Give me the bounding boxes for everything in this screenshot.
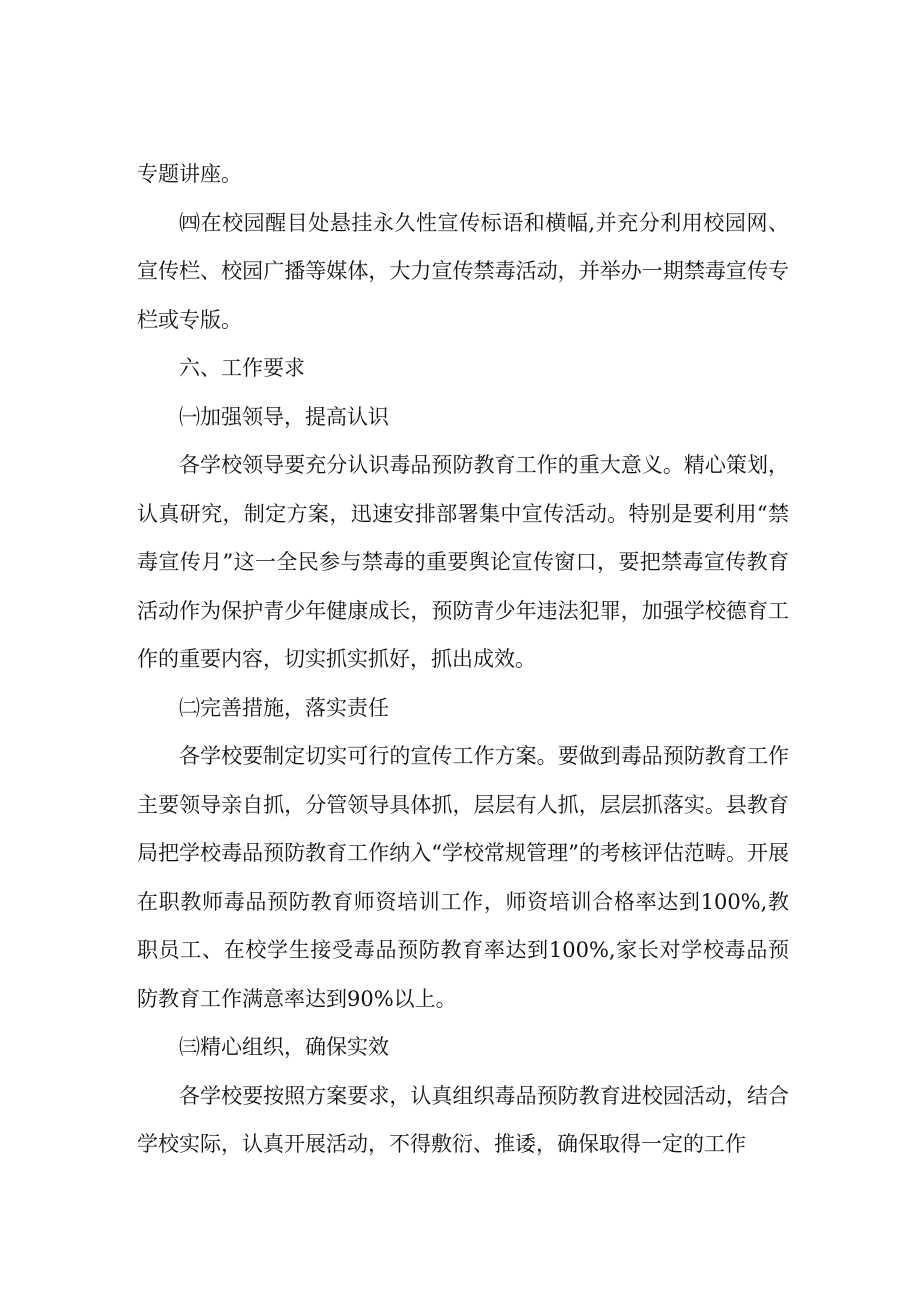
subheading-improve-measures: ㈡完善措施，落实责任 bbox=[179, 695, 389, 720]
paragraph-measures-body: 各学校要制定切实可行的宣传工作方案。要做到毒品预防教育工作主要领导亲自抓，分管领导具体抓，层层有人抓，层层抓落实。县教育局把学校毒品预防教育工作纳入“学校常规管理”的考核评估范畴。开展在职教师毒品预防教育师资培训工作，师资培训合格率达到100%,教职员工、在校学生接受毒品预防教育率达到100%,家长对学校毒品预防教育工作满意率达到90%以上。 bbox=[137, 744, 789, 1011]
paragraph-leadership-body: 各学校领导要充分认识毒品预防教育工作的重大意义。精心策划，认真研究，制定方案，迅速安排部署集中宣传活动。特别是要利用“禁毒宣传月”这一全民参与禁毒的重要舆论宣传窗口，要把禁毒宣传教育活动作为保护青少年健康成长，预防青少年违法犯罪，加强学校德育工作的重要内容，切实抓实抓好，抓出成效。 bbox=[137, 453, 789, 671]
paragraph-continuation: 专题讲座。 bbox=[137, 162, 242, 186]
section-heading-work-requirements: 六、工作要求 bbox=[179, 356, 305, 380]
paragraph-organization-body: 各学校要按照方案要求，认真组织毒品预防教育进校园活动，结合学校实际，认真开展活动，不得敷衍、推诿，确保取得一定的工作 bbox=[137, 1083, 789, 1156]
document-body bbox=[137, 150, 789, 1169]
paragraph-item-four: ㈣在校园醒目处悬挂永久性宣传标语和横幅,并充分利用校园网、宣传栏、校园广播等媒体，大力宣传禁毒活动，并举办一期禁毒宣传专栏或专版。 bbox=[137, 210, 789, 332]
subheading-strengthen-leadership: ㈠加强领导，提高认识 bbox=[179, 404, 389, 429]
subheading-careful-organization: ㈢精心组织，确保实效 bbox=[179, 1035, 389, 1059]
